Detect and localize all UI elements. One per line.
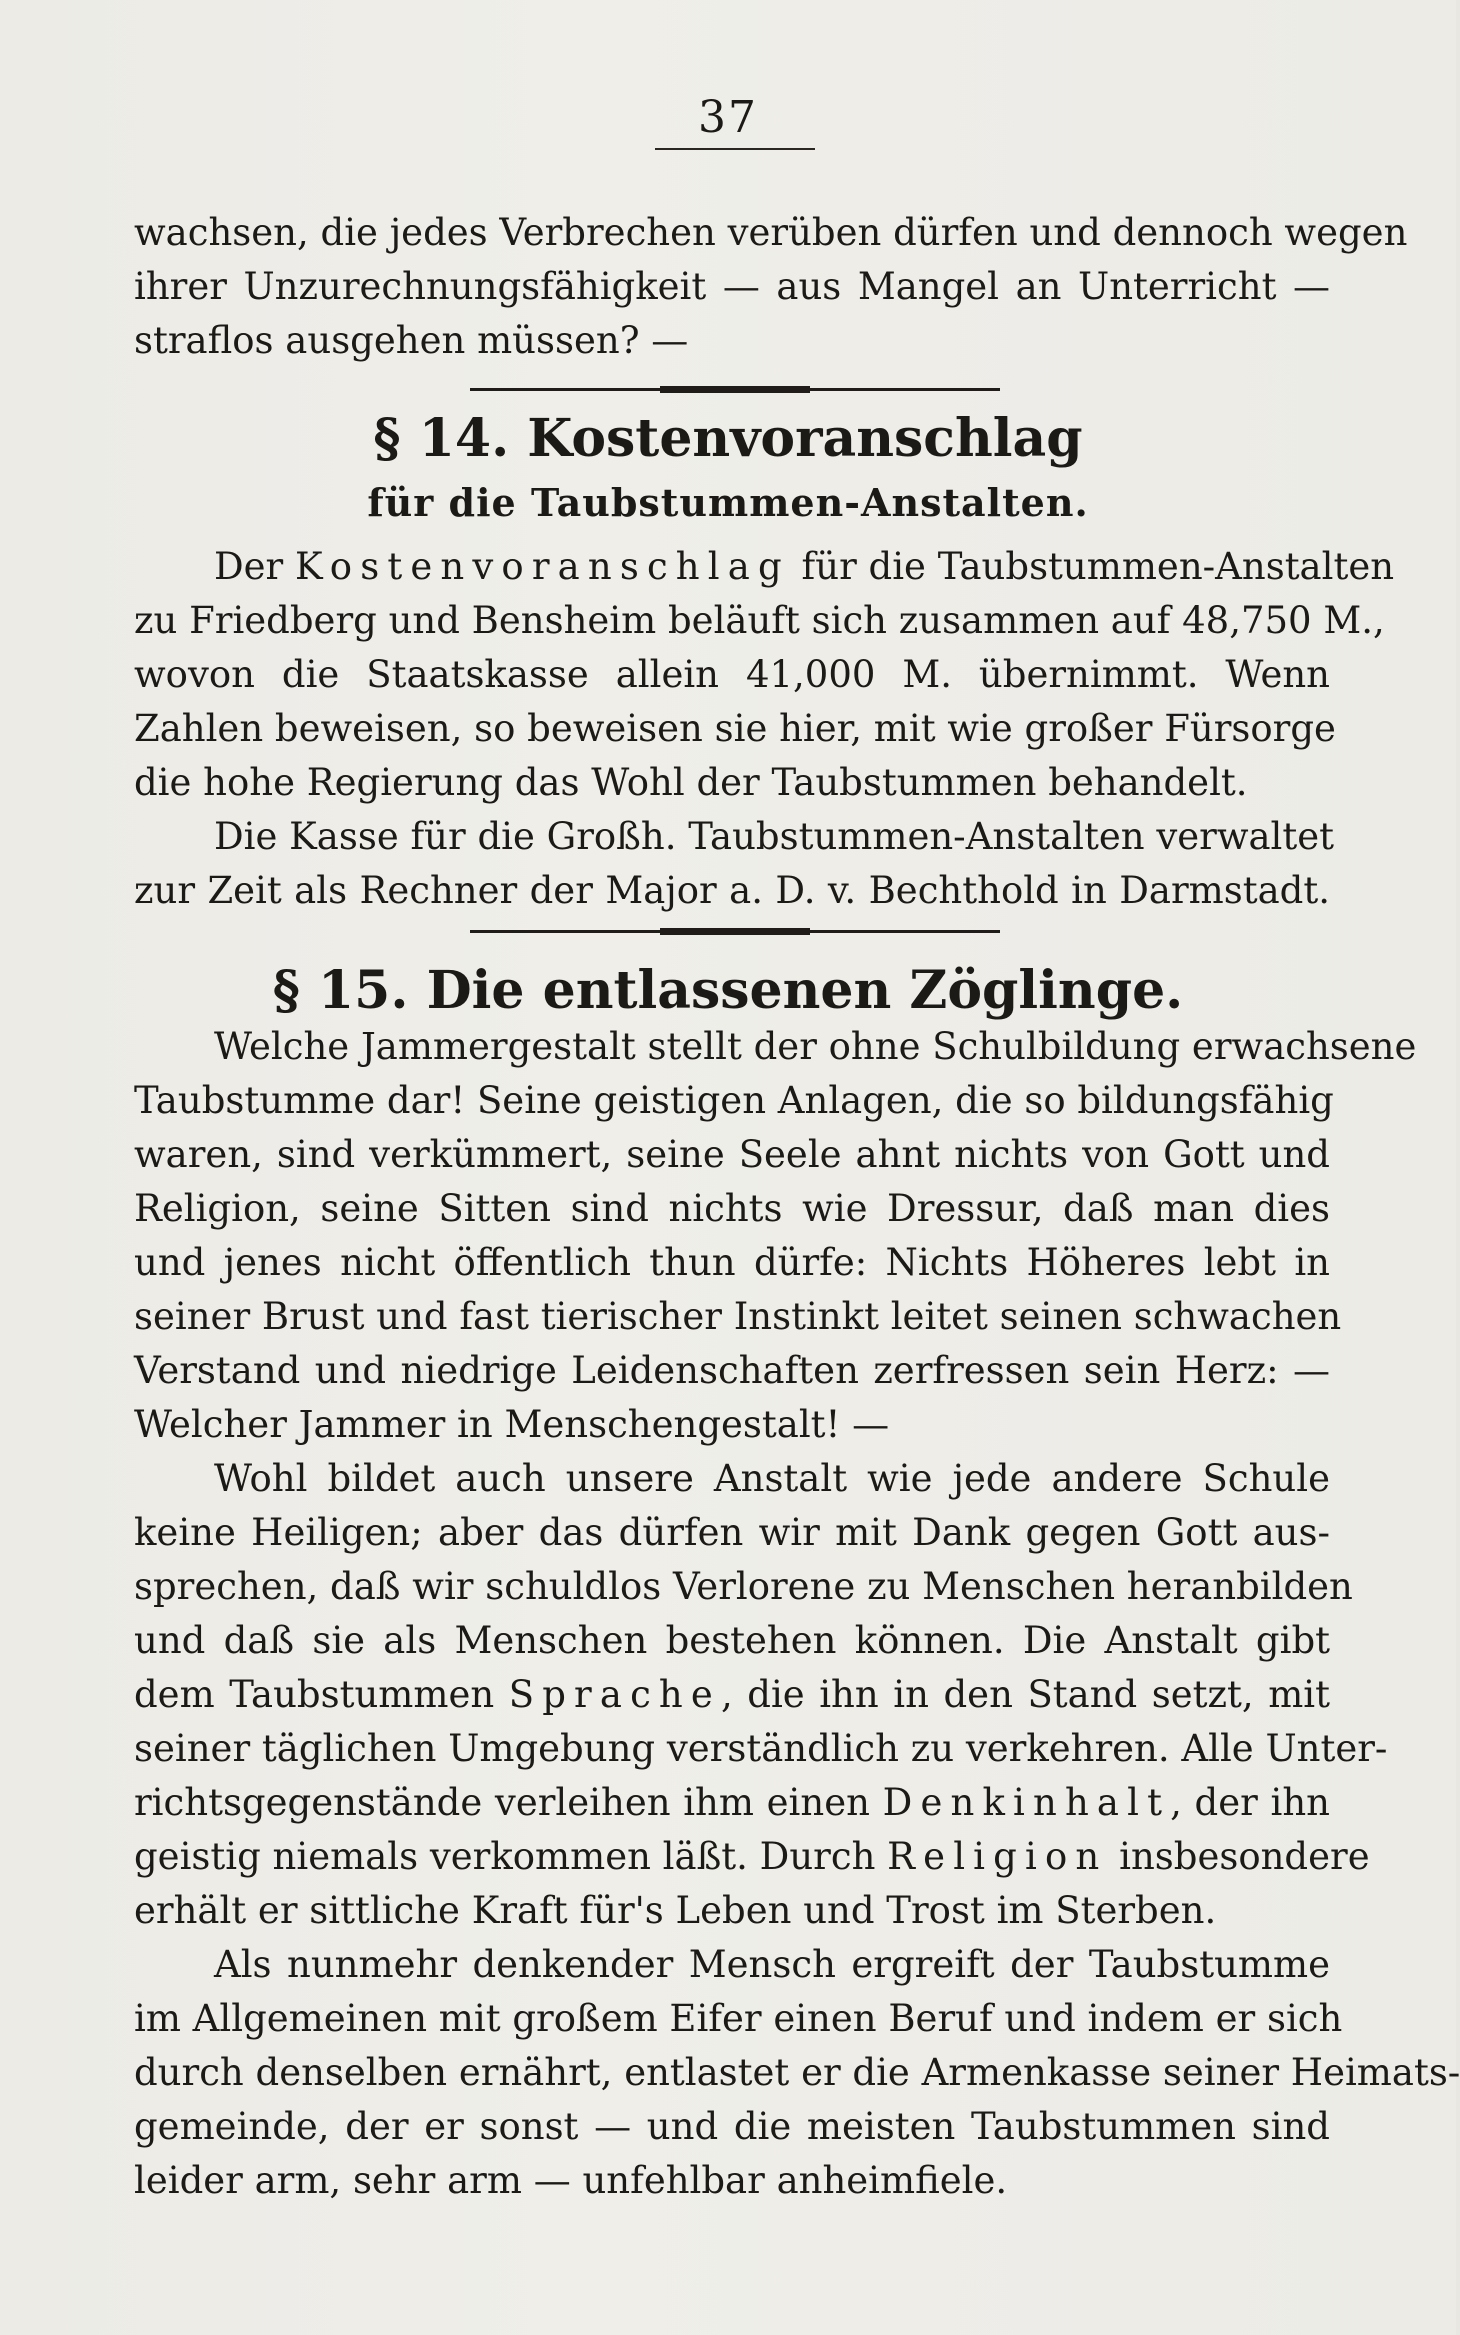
section-number: § 14.: [373, 408, 510, 469]
text-line: im Allgemeinen mit großem Eifer einen Beruf und indem er sich: [134, 1997, 1343, 2040]
page-number: 37: [698, 92, 758, 143]
divider-emphasis: [660, 386, 810, 393]
text-line: die hohe Regierung das Wohl der Taubstummen behandelt.: [134, 761, 1248, 804]
text-line: Der Kostenvoranschlag für die Taubstummen-Anstalten: [214, 545, 1395, 588]
text-line: gemeinde, der er sonst — und die meisten Taubstummen sind: [134, 2105, 1330, 2148]
text-line: zu Friedberg und Bensheim beläuft sich zusammen auf 48,750 M.,: [134, 599, 1385, 642]
text-line: leider arm, sehr arm — unfehlbar anheimfiele.: [134, 2159, 1008, 2202]
text-line: keine Heiligen; aber das dürfen wir mit Dank gegen Gott aus-: [134, 1511, 1330, 1554]
page-number-rule: [655, 148, 815, 150]
section-divider: [470, 930, 1000, 933]
text-line: ihrer Unzurechnungsfähigkeit — aus Mangel an Unterricht —: [134, 265, 1330, 308]
text-line: zur Zeit als Rechner der Major a. D. v. Bechthold in Darmstadt.: [134, 869, 1330, 912]
emphasized-text: Religion: [887, 1835, 1108, 1878]
section-title: Die entlassenen Zöglinge.: [426, 960, 1184, 1021]
text-line: dem Taubstummen Sprache, die ihn in den Stand setzt, mit: [134, 1673, 1330, 1716]
section-15-body: [134, 1020, 1460, 2208]
text-line: Welche Jammergestalt stellt der ohne Schulbildung erwachsene: [214, 1025, 1417, 1068]
text-line: sprechen, daß wir schuldlos Verlorene zu Menschen heranbilden: [134, 1565, 1353, 1608]
text-line: Verstand und niedrige Leidenschaften zerfressen sein Herz: —: [134, 1349, 1330, 1392]
section-title: Kostenvoranschlag: [527, 408, 1083, 469]
text-line: und daß sie als Menschen bestehen können. Die Anstalt gibt: [134, 1619, 1330, 1662]
text-line: geistig niemals verkommen läßt. Durch Religion insbesondere: [134, 1835, 1370, 1878]
text-line: Welcher Jammer in Menschengestalt! —: [134, 1403, 890, 1446]
text-line: Wohl bildet auch unsere Anstalt wie jede andere Schule: [214, 1457, 1330, 1500]
section-heading: [0, 408, 1456, 469]
text-line: erhält er sittliche Kraft für's Leben und Trost im Sterben.: [134, 1889, 1217, 1932]
intro-paragraph: [134, 206, 1408, 368]
section-number: § 15.: [272, 960, 409, 1021]
text-line: seiner täglichen Umgebung verständlich zu verkehren. Alle Unter-: [134, 1727, 1388, 1770]
text-line: Taubstumme dar! Seine geistigen Anlagen, die so bildungsfähig: [134, 1079, 1334, 1122]
section-14-body: [134, 540, 1395, 918]
text-line: Zahlen beweisen, so beweisen sie hier, mit wie großer Fürsorge: [134, 707, 1336, 750]
text-line: wachsen, die jedes Verbrechen verüben dürfen und dennoch wegen: [134, 211, 1408, 254]
emphasized-text: Kostenvoranschlag: [295, 545, 790, 588]
section-heading: [0, 960, 1456, 1021]
emphasized-text: Sprache: [508, 1673, 721, 1716]
section-divider: [470, 388, 1000, 391]
text-line: Als nunmehr denkender Mensch ergreift der Taubstumme: [214, 1943, 1330, 1986]
emphasized-text: Denkinhalt: [882, 1781, 1171, 1824]
text-line: straflos ausgehen müssen? —: [134, 319, 689, 362]
text-line: waren, sind verkümmert, seine Seele ahnt nichts von Gott und: [134, 1133, 1330, 1176]
section-subtitle: für die Taubstummen-Anstalten.: [367, 480, 1089, 525]
text-line: Religion, seine Sitten sind nichts wie Dressur, daß man dies: [134, 1187, 1330, 1230]
text-line: richtsgegenstände verleihen ihm einen Denkinhalt, der ihn: [134, 1781, 1331, 1824]
text-line: wovon die Staatskasse allein 41,000 M. übernimmt. Wenn: [134, 653, 1330, 696]
text-line: Die Kasse für die Großh. Taubstummen-Anstalten verwaltet: [214, 815, 1335, 858]
text-line: durch denselben ernährt, entlastet er die Armenkasse seiner Heimats-: [134, 2051, 1460, 2094]
text-line: seiner Brust und fast tierischer Instinkt leitet seinen schwachen: [134, 1295, 1342, 1338]
text-line: und jenes nicht öffentlich thun dürfe: Nichts Höheres lebt in: [134, 1241, 1330, 1284]
divider-emphasis: [660, 928, 810, 935]
